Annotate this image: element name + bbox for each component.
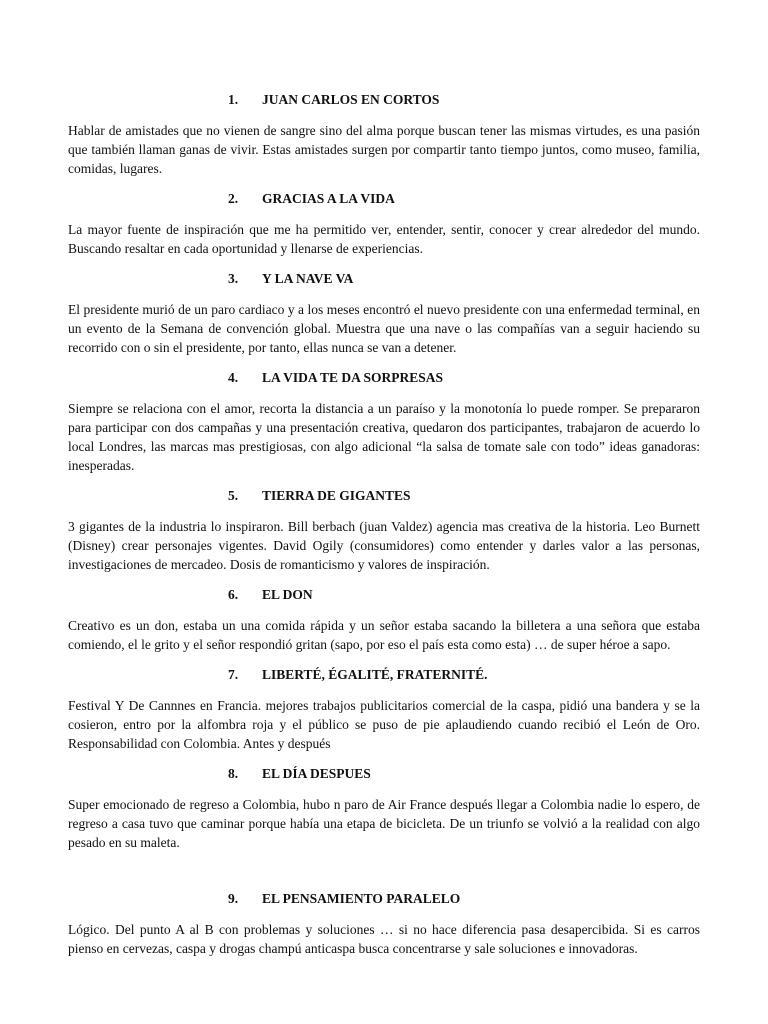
section-6: [68, 586, 700, 654]
section-7: [68, 666, 700, 753]
section-1: [68, 91, 700, 178]
section-body: Siempre se relaciona con el amor, recorta la distancia a un paraíso y la monotonía lo puede romper. Se prepararon para participar con dos campañas y una presentación creativa, quedaron dos participantes, trabajaron de acuerdo lo local Londres, las marcas mas prestigiosas, con algo adicional “la salsa de tomate sale con todo” ideas ganadoras: inesperadas.: [68, 401, 700, 473]
section-title: EL PENSAMIENTO PARALELO: [262, 891, 461, 906]
section-heading: [68, 890, 700, 908]
section-number: 9.: [228, 891, 239, 906]
section-5: [68, 487, 700, 574]
spacer: [68, 864, 700, 890]
section-body: 3 gigantes de la industria lo inspiraron. Bill berbach (juan Valdez) agencia mas creativa de la historia. Leo Burnett (Disney) crear personajes vigentes. David Ogily (consumidores) como entender y darles valor a las personas, investigaciones de mercadeo. Dosis de romanticismo y valores de inspiración.: [68, 519, 700, 572]
section-number: 3.: [228, 271, 239, 286]
section-9: [68, 890, 700, 958]
section-number: 2.: [228, 191, 239, 206]
section-number: 5.: [228, 488, 239, 503]
section-number: 6.: [228, 587, 239, 602]
section-heading: [68, 270, 700, 288]
section-title: LIBERTÉ, ÉGALITÉ, FRATERNITÉ.: [262, 667, 488, 682]
section-number: 4.: [228, 370, 239, 385]
section-body: Hablar de amistades que no vienen de sangre sino del alma porque buscan tener las mismas virtudes, es una pasión que también llaman ganas de vivir. Estas amistades surgen por compartir tanto tiempo juntos, como museo, familia, comidas, lugares.: [68, 123, 700, 176]
section-title: EL DON: [262, 587, 313, 602]
section-heading: [68, 91, 700, 109]
section-2: [68, 190, 700, 258]
section-body: El presidente murió de un paro cardiaco y a los meses encontró el nuevo presidente con una enfermedad terminal, en un evento de la Semana de convención global. Muestra que una nave o las compañías van a seguir haciendo su recorrido con o sin el presidente, por tanto, ellas nunca se van a detener.: [68, 302, 700, 355]
section-title: JUAN CARLOS EN CORTOS: [262, 92, 440, 107]
section-title: TIERRA DE GIGANTES: [262, 488, 411, 503]
section-title: EL DÍA DESPUES: [262, 766, 371, 781]
section-heading: [68, 586, 700, 604]
section-heading: [68, 765, 700, 783]
section-4: [68, 369, 700, 475]
section-body: La mayor fuente de inspiración que me ha permitido ver, entender, sentir, conocer y crear alrededor del mundo. Buscando resaltar en cada oportunidad y llenarse de experiencias.: [68, 222, 700, 256]
section-title: Y LA NAVE VA: [262, 271, 354, 286]
section-body: Festival Y De Cannnes en Francia. mejores trabajos publicitarios comercial de la caspa, pidió una bandera y se la cosieron, entro por la alfombra roja y el público se puso de pie aplaudiendo cuando recibió el León de Oro. Responsabilidad con Colombia. Antes y después: [68, 698, 700, 751]
section-heading: [68, 190, 700, 208]
section-number: 7.: [228, 667, 239, 682]
section-body: Super emocionado de regreso a Colombia, hubo n paro de Air France después llegar a Colombia nadie lo espero, de regreso a casa tuvo que caminar porque había una etapa de bicicleta. De un triunfo se volvió a la realidad con algo pesado en su maleta.: [68, 797, 700, 850]
section-title: LA VIDA TE DA SORPRESAS: [262, 370, 444, 385]
section-body: Creativo es un don, estaba un una comida rápida y un señor estaba sacando la billetera a una señora que estaba comiendo, el le grito y el señor respondió gritan (sapo, por eso el país esta como esta) … de super héroe a sapo.: [68, 618, 700, 652]
section-number: 8.: [228, 766, 239, 781]
section-number: 1.: [228, 92, 239, 107]
section-heading: [68, 487, 700, 505]
section-title: GRACIAS A LA VIDA: [262, 191, 395, 206]
section-heading: [68, 666, 700, 684]
section-3: [68, 270, 700, 357]
section-8: [68, 765, 700, 852]
section-heading: [68, 369, 700, 387]
section-body: Lógico. Del punto A al B con problemas y soluciones … si no hace diferencia pasa desapercibida. Si es carros pienso en cervezas, caspa y drogas champú anticaspa busca concentrarse y sale soluciones e innovadoras.: [68, 922, 700, 956]
